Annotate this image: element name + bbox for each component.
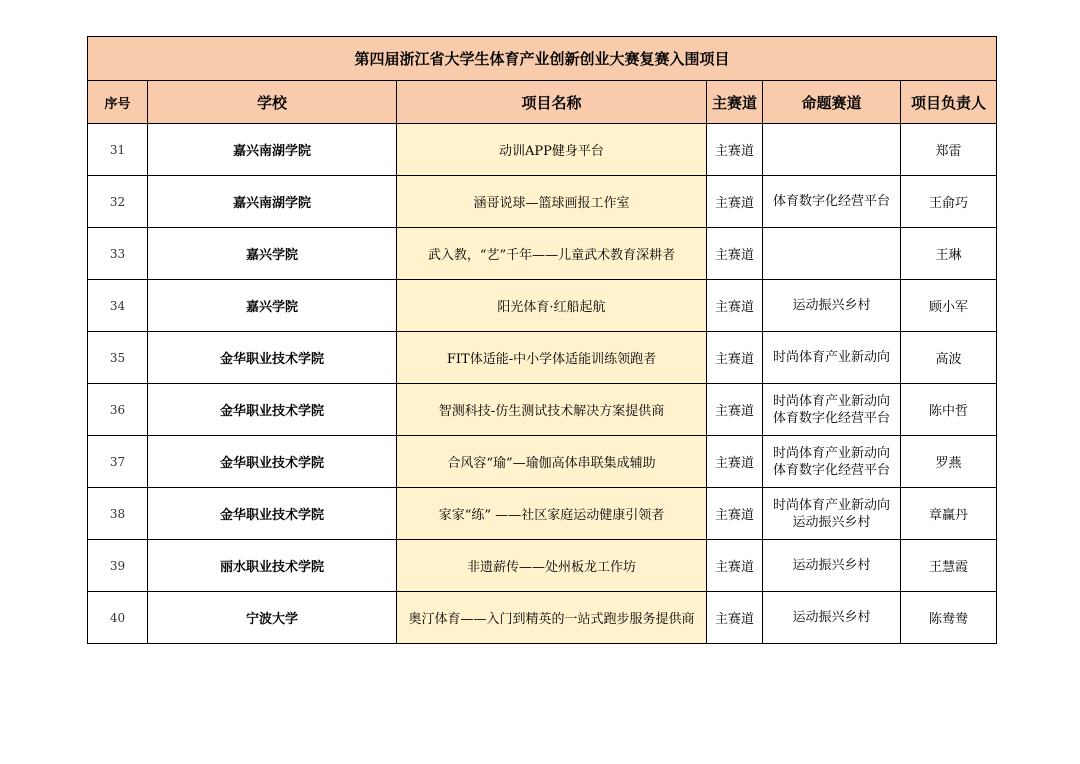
cell-leader: 陈鸯鸯 (901, 592, 997, 644)
cell-leader: 章赢丹 (901, 488, 997, 540)
cell-school: 丽水职业技术学院 (148, 540, 397, 592)
cell-seq: 35 (88, 332, 148, 384)
cell-main-track: 主赛道 (707, 592, 763, 644)
header-leader: 项目负责人 (901, 81, 997, 124)
cell-themed-track (763, 592, 901, 644)
themed-track-line: 运动振兴乡村 (792, 610, 871, 625)
cell-project: 智测科技-仿生测试技术解决方案提供商 (397, 384, 707, 436)
themed-track-line: 时尚体育产业新动向 (772, 497, 890, 513)
themed-track-line: 体育数字化经营平台 (772, 194, 890, 209)
cell-leader: 罗燕 (901, 436, 997, 488)
cell-school: 嘉兴南湖学院 (148, 124, 397, 176)
themed-track-line: 时尚体育产业新动向 (772, 393, 890, 409)
cell-themed-track (763, 488, 901, 540)
themed-track-line: 时尚体育产业新动向 (772, 445, 890, 461)
table-row (88, 384, 997, 436)
themed-track-line: 时尚体育产业新动向 (772, 350, 890, 365)
cell-seq: 37 (88, 436, 148, 488)
cell-school: 宁波大学 (148, 592, 397, 644)
table-row (88, 436, 997, 488)
cell-seq: 39 (88, 540, 148, 592)
cell-school: 金华职业技术学院 (148, 436, 397, 488)
table-row (88, 592, 997, 644)
cell-main-track: 主赛道 (707, 540, 763, 592)
cell-leader: 王慧霞 (901, 540, 997, 592)
cell-main-track: 主赛道 (707, 384, 763, 436)
themed-track-line: 运动振兴乡村 (792, 558, 871, 573)
cell-leader: 王琳 (901, 228, 997, 280)
cell-leader: 陈中哲 (901, 384, 997, 436)
themed-track-line: 体育数字化经营平台 (772, 410, 890, 426)
cell-leader: 顾小军 (901, 280, 997, 332)
cell-main-track: 主赛道 (707, 332, 763, 384)
cell-school: 嘉兴学院 (148, 280, 397, 332)
table-row (88, 176, 997, 228)
cell-themed-track (763, 124, 901, 176)
finalist-table (87, 36, 997, 644)
cell-leader: 高波 (901, 332, 997, 384)
table-row (88, 488, 997, 540)
themed-track-line: 运动振兴乡村 (792, 514, 871, 530)
header-school: 学校 (148, 81, 397, 124)
cell-main-track: 主赛道 (707, 176, 763, 228)
cell-themed-track (763, 384, 901, 436)
cell-project: 武入教，“艺”千年——儿童武术教育深耕者 (397, 228, 707, 280)
cell-seq: 31 (88, 124, 148, 176)
cell-seq: 33 (88, 228, 148, 280)
cell-project: 非遗薪传——处州板龙工作坊 (397, 540, 707, 592)
cell-leader: 郑雷 (901, 124, 997, 176)
cell-project: 动训APP健身平台 (397, 124, 707, 176)
cell-project: 奥汀体育——入门到精英的一站式跑步服务提供商 (397, 592, 707, 644)
cell-seq: 34 (88, 280, 148, 332)
cell-themed-track (763, 540, 901, 592)
cell-main-track: 主赛道 (707, 228, 763, 280)
themed-track-line: 体育数字化经营平台 (772, 462, 890, 478)
table-row (88, 280, 997, 332)
cell-themed-track (763, 280, 901, 332)
cell-themed-track (763, 176, 901, 228)
cell-main-track: 主赛道 (707, 488, 763, 540)
cell-project: FIT体适能-中小学体适能训练领跑者 (397, 332, 707, 384)
cell-themed-track (763, 228, 901, 280)
header-main-track: 主赛道 (707, 81, 763, 124)
cell-school: 金华职业技术学院 (148, 384, 397, 436)
spreadsheet-page (87, 36, 996, 644)
header-seq: 序号 (88, 81, 148, 124)
cell-project: 家家“练” ——社区家庭运动健康引领者 (397, 488, 707, 540)
table-row (88, 124, 997, 176)
table-body (88, 124, 997, 644)
cell-school: 金华职业技术学院 (148, 332, 397, 384)
cell-main-track: 主赛道 (707, 124, 763, 176)
cell-project: 阳光体育·红船起航 (397, 280, 707, 332)
title-row (88, 37, 997, 81)
cell-seq: 32 (88, 176, 148, 228)
cell-main-track: 主赛道 (707, 436, 763, 488)
cell-main-track: 主赛道 (707, 280, 763, 332)
cell-project: 合风容“瑜”—瑜伽高体串联集成辅助 (397, 436, 707, 488)
table-row (88, 228, 997, 280)
cell-seq: 38 (88, 488, 148, 540)
cell-themed-track (763, 332, 901, 384)
cell-school: 金华职业技术学院 (148, 488, 397, 540)
header-project: 项目名称 (397, 81, 707, 124)
cell-themed-track (763, 436, 901, 488)
header-themed-track: 命题赛道 (763, 81, 901, 124)
table-row (88, 540, 997, 592)
cell-school: 嘉兴学院 (148, 228, 397, 280)
header-row (88, 81, 997, 124)
cell-project: 涵哥说球—篮球画报工作室 (397, 176, 707, 228)
cell-leader: 王俞巧 (901, 176, 997, 228)
cell-school: 嘉兴南湖学院 (148, 176, 397, 228)
table-row (88, 332, 997, 384)
table-title: 第四届浙江省大学生体育产业创新创业大赛复赛入围项目 (88, 37, 997, 81)
cell-seq: 36 (88, 384, 148, 436)
cell-seq: 40 (88, 592, 148, 644)
themed-track-line: 运动振兴乡村 (792, 298, 871, 313)
